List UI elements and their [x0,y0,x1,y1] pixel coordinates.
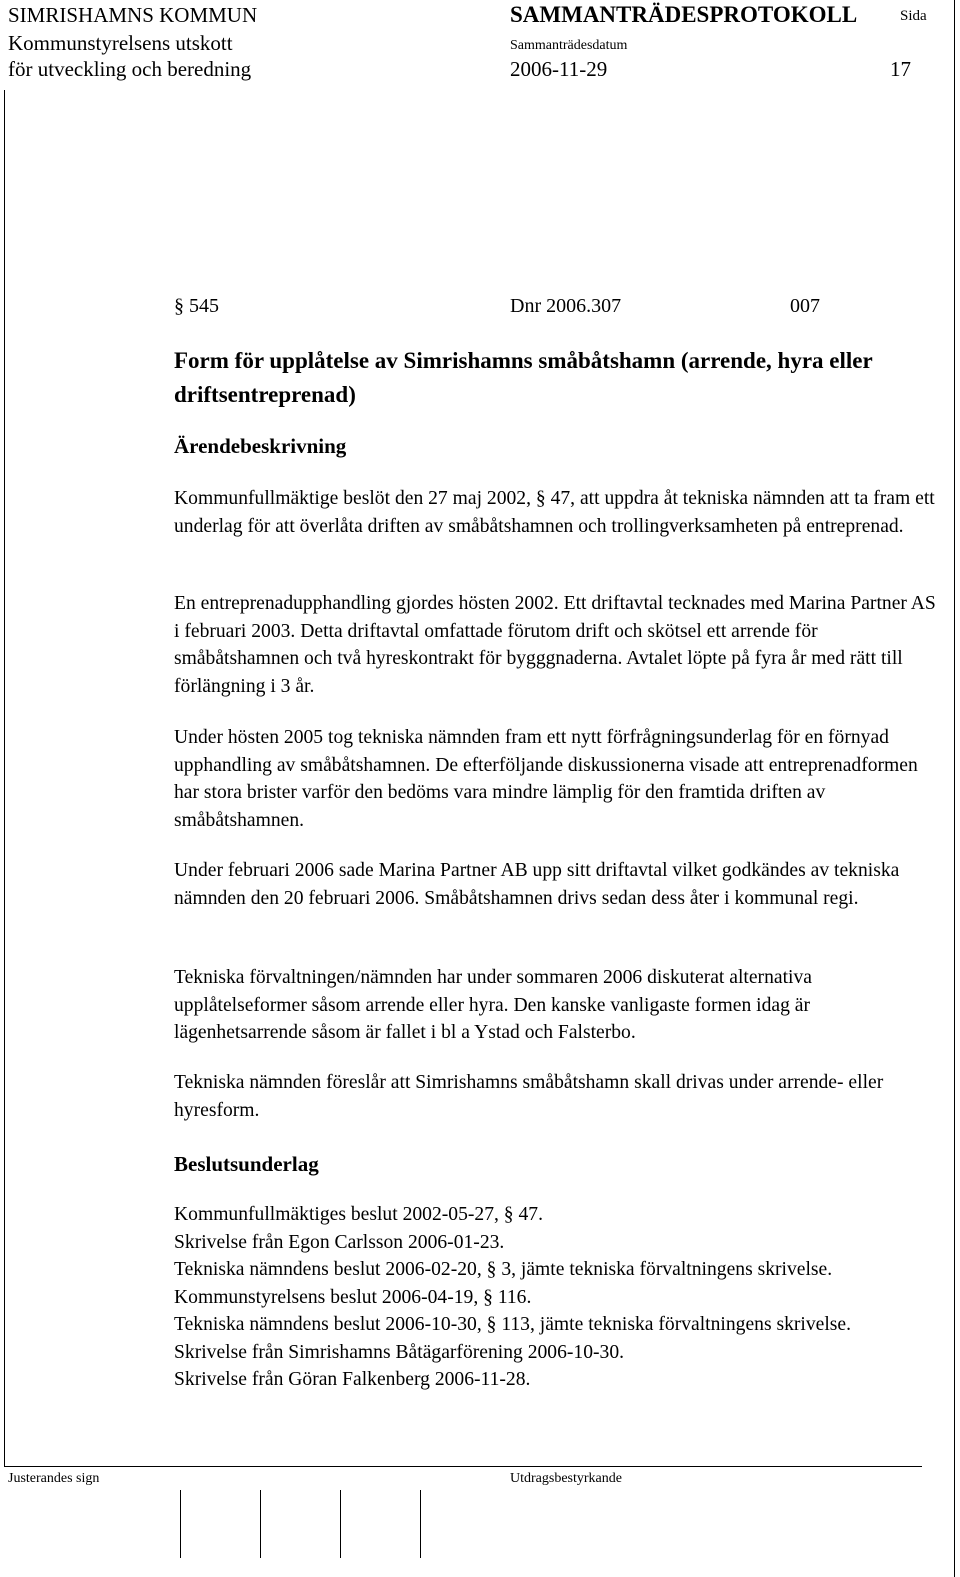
left-margin-rule [4,90,5,1466]
date-label: Sammanträdesdatum [510,38,628,53]
utdragsbestyrkande-label: Utdragsbestyrkande [510,1471,622,1486]
justerandes-sign-label: Justerandes sign [8,1471,100,1486]
heading-beslutsunderlag: Beslutsunderlag [174,1152,319,1176]
document-type: SAMMANTRÄDESPROTOKOLL [510,2,858,27]
committee-line-1: Kommunstyrelsens utskott [8,31,233,55]
heading-arendebeskrivning: Ärendebeskrivning [174,434,347,458]
classification-code: 007 [790,295,820,317]
paragraph: Under februari 2006 sade Marina Partner AB upp sitt driftavtal vilket godkändes av tekniska nämnden den 20 februari 2006. Småbåtshamnen drivs sedan dess åter i kommunal regi. [174,860,900,909]
diary-number: Dnr 2006.307 [510,295,622,317]
basis-item: Tekniska nämndens beslut 2006-10-30, § 113, jämte tekniska förvaltningens skrivelse. [174,1314,852,1335]
signature-line [420,1490,421,1558]
basis-item: Tekniska nämndens beslut 2006-02-20, § 3, jämte tekniska förvaltningens skrivelse. [174,1259,833,1280]
basis-item: Kommunstyrelsens beslut 2006-04-19, § 116. [174,1286,532,1308]
committee-line-2: för utveckling och beredning [8,57,252,81]
item-title: Form för upplåtelse av Simrishamns småbåtshamn (arrende, hyra eller driftsentreprenad) [174,348,873,407]
basis-list [174,1201,944,1394]
page-label: Sida [900,8,927,24]
meeting-date: 2006-11-29 [510,57,608,81]
page-number: 17 [890,57,911,81]
right-margin-rule [954,0,955,1577]
paragraph: Kommunfullmäktige beslöt den 27 maj 2002, § 47, att uppdra åt tekniska nämnden att ta fram ett underlag för att överlåta driften av småbåtshamnen och trollingverksamheten på entreprenad. [174,488,935,537]
organization-name: SIMRISHAMNS KOMMUN [8,3,258,27]
paragraph: En entreprenadupphandling gjordes hösten 2002. Ett driftavtal tecknades med Marina Partner AS i februari 2003. Detta driftavtal omfattade förutom drift och skötsel ett arrende för småbåtshamnen och två hyreskontrakt för bygggnaderna. Avtalet löpte på fyra år med rätt till förlängning i 3 år. [174,593,936,697]
signature-line [260,1490,261,1558]
paragraph: Under hösten 2005 tog tekniska nämnden fram ett nytt förfrågningsunderlag för en förnyad upphandling av småbåtshamnen. De efterföljande diskussionerna visade att entreprenadformen har stora brister varför den bedöms vara mindre lämplig för den framtida driften av småbåtshamnen. [174,727,918,831]
basis-item: Skrivelse från Egon Carlsson 2006-01-23. [174,1231,505,1253]
basis-item: Skrivelse från Simrishamns Båtägarförening 2006-10-30. [174,1341,625,1363]
signature-line [340,1490,341,1558]
footer-rule [4,1466,922,1467]
signature-line [180,1490,181,1558]
basis-item: Skrivelse från Göran Falkenberg 2006-11-28. [174,1369,531,1390]
section-number: § 545 [174,295,219,317]
paragraph: Tekniska förvaltningen/nämnden har under sommaren 2006 diskuterat alternativa upplåtelseformer såsom arrende eller hyra. Den kanske vanligaste formen idag är lägenhetsarrende såsom är fallet i bl a Ystad och Falsterbo. [174,967,812,1043]
basis-item: Kommunfullmäktiges beslut 2002-05-27, § 47. [174,1204,543,1225]
paragraph: Tekniska nämnden föreslår att Simrishamns småbåtshamn skall drivas under arrende- eller hyresform. [174,1072,884,1121]
